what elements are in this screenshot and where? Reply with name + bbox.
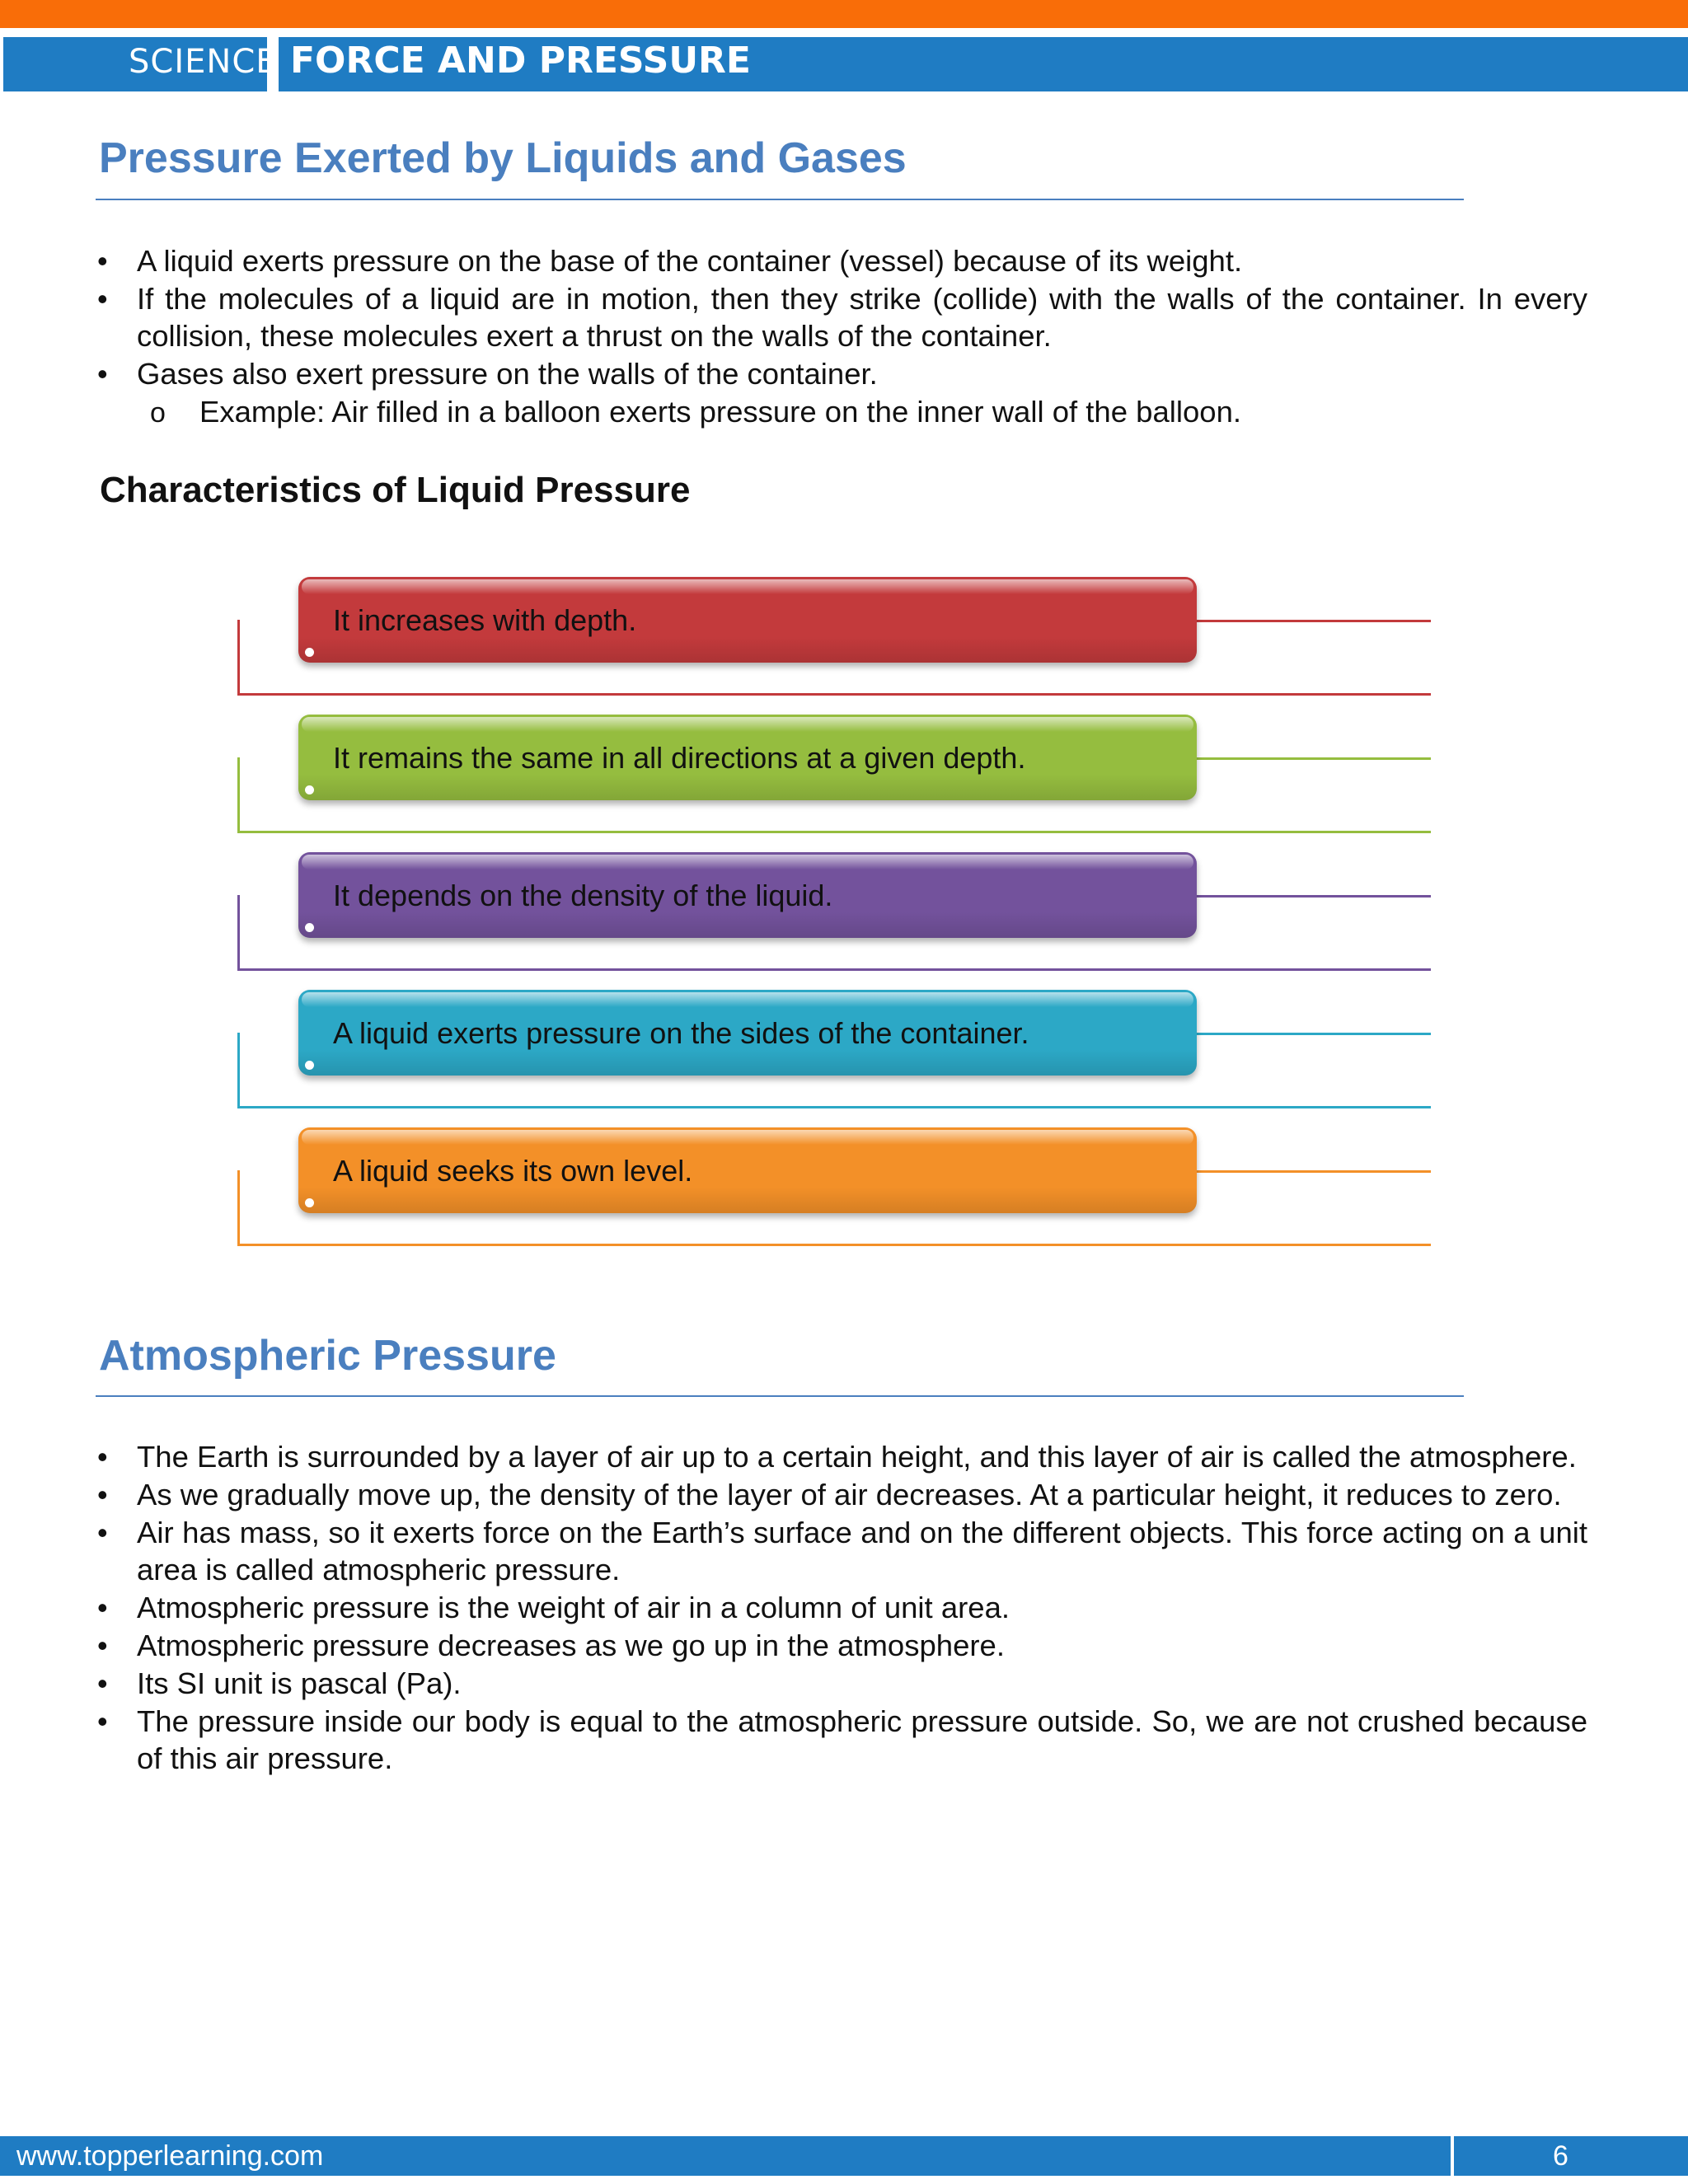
footer-page-bar: [1454, 2136, 1688, 2176]
characteristic-box: [298, 715, 1197, 800]
list-item-text: The pressure inside our body is equal to the atmospheric pressure outside. So, we are not crushed because of this air pressure.: [137, 1704, 1587, 1775]
bullet-icon: •: [97, 1440, 108, 1474]
characteristic-text: It depends on the density of the liquid.: [333, 879, 833, 912]
list-item-text: Gases also exert pressure on the walls of the container.: [137, 357, 878, 391]
list-item: [99, 1627, 1587, 1664]
atmospheric-bullet-list: [99, 1438, 1587, 1778]
list-item: [99, 280, 1587, 354]
list-item: [99, 1589, 1587, 1626]
characteristic-step: [231, 569, 1434, 701]
bullet-icon: •: [97, 1666, 108, 1700]
liquids-gases-bullet-list: [99, 242, 1587, 431]
characteristics-title: Characteristics of Liquid Pressure: [100, 470, 691, 510]
list-item: [99, 1665, 1587, 1702]
section-title-liquids-gases: Pressure Exerted by Liquids and Gases: [99, 134, 907, 182]
characteristic-step: [231, 982, 1434, 1113]
bullet-icon: •: [97, 244, 108, 278]
characteristic-text: It increases with depth.: [333, 603, 637, 637]
list-item-text: Atmospheric pressure is the weight of air in a column of unit area.: [137, 1591, 1010, 1624]
bullet-icon: •: [97, 282, 108, 316]
top-accent-bar: [0, 0, 1688, 28]
list-item-text: Air has mass, so it exerts force on the Earth’s surface and on the different objects. This force acting on a unit area is called atmospheric pressure.: [137, 1516, 1587, 1586]
list-item: [99, 242, 1587, 279]
characteristic-box: [298, 1127, 1197, 1213]
characteristic-step: [231, 1119, 1434, 1251]
list-item-text: As we gradually move up, the density of the layer of air decreases. At a particular height, it reduces to zero.: [137, 1478, 1562, 1511]
bullet-icon: •: [97, 357, 108, 391]
section-title-atmospheric-pressure: Atmospheric Pressure: [99, 1332, 556, 1380]
sub-bullet-icon: o: [150, 397, 166, 429]
footer-website-link[interactable]: www.topperlearning.com: [16, 2140, 324, 2172]
list-item: [99, 1514, 1587, 1588]
page-number: 6: [1553, 2140, 1568, 2172]
characteristic-box: [298, 852, 1197, 938]
header-subject: SCIENCE: [129, 43, 278, 81]
header-chapter-title: FORCE AND PRESSURE: [290, 40, 751, 82]
list-item-text: The Earth is surrounded by a layer of air up to a certain height, and this layer of air is called the atmosphere.: [137, 1440, 1577, 1474]
section-divider: [96, 1395, 1464, 1397]
list-item-text: Its SI unit is pascal (Pa).: [137, 1666, 462, 1700]
list-item: [99, 1438, 1587, 1475]
list-item: [99, 355, 1587, 392]
characteristic-box: [298, 990, 1197, 1076]
bullet-icon: •: [97, 1704, 108, 1738]
characteristic-step: [231, 706, 1434, 838]
characteristics-diagram: [231, 569, 1434, 1261]
characteristic-text: A liquid exerts pressure on the sides of the container.: [333, 1016, 1029, 1050]
characteristic-text: A liquid seeks its own level.: [333, 1154, 693, 1188]
characteristic-step: [231, 844, 1434, 976]
list-item-text: A liquid exerts pressure on the base of the container (vessel) because of its weight.: [137, 244, 1243, 278]
section-divider: [96, 199, 1464, 200]
bullet-icon: •: [97, 1516, 108, 1549]
list-item-text: Atmospheric pressure decreases as we go up in the atmosphere.: [137, 1629, 1005, 1662]
characteristic-box: [298, 577, 1197, 663]
bullet-icon: •: [97, 1591, 108, 1624]
characteristic-text: It remains the same in all directions at a given depth.: [333, 741, 1026, 775]
sub-list-item: [99, 393, 1587, 430]
bullet-icon: •: [97, 1629, 108, 1662]
sub-list-item-text: Example: Air filled in a balloon exerts pressure on the inner wall of the balloon.: [199, 395, 1242, 429]
bullet-icon: •: [97, 1478, 108, 1511]
list-item: [99, 1476, 1587, 1513]
list-item-text: If the molecules of a liquid are in motion, then they strike (collide) with the walls of the container. In every collision, these molecules exert a thrust on the walls of the container.: [137, 282, 1587, 353]
list-item: [99, 1703, 1587, 1777]
